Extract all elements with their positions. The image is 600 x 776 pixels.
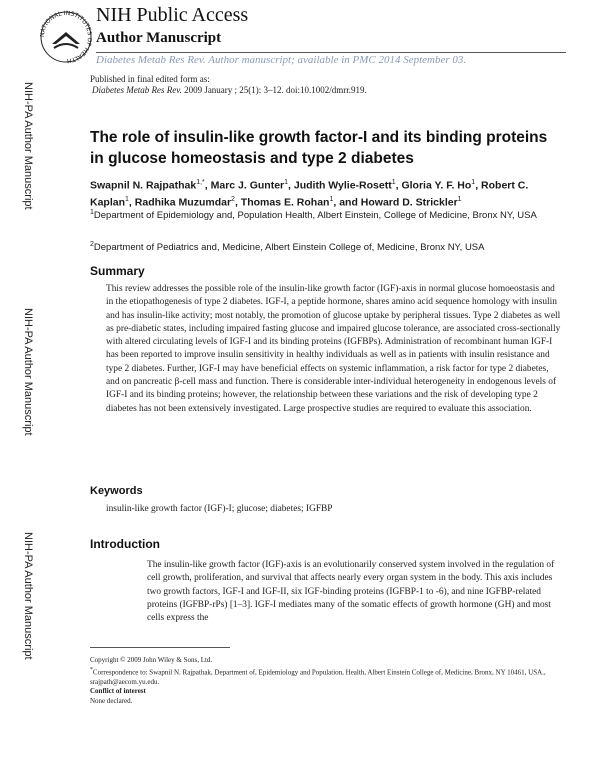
author-affiliation-mark: 1 [457,195,462,203]
introduction-text: The insulin-like growth factor (IGF)-axis is an evolutionarily conserved system involved in the regulation of cell growth, proliferation, and survival that affects nearly every organ system in the body. This axis includes two growth factors, IGF-I and IGF-II, six IGF-binding proteins (IGFBP-1 to -6), and nine IGFBP-related proteins (IGFBP-rPs) [1–3]. IGF-I mediates many of the somatic effects of growth hormone (GH) and most cells express the [147,560,555,624]
citation-details: 2009 January ; 25(1): 3–12. doi:10.1002/dmrr.919. [181,85,367,95]
author-separator: , [204,179,211,192]
author-affiliation-mark: 1 [284,179,289,186]
nih-public-access-title: NIH Public Access [96,4,249,26]
correspondence-note: *Correspondence to: Swapnil N. Rajpathak, Department of, Epidemiology and Population, Health, Albert Einstein College of, Medicine, Bronx, NY 10461, USA., srajpath@aecom.yu.edu. [90,667,546,686]
side-label-2: NIH-PA Author Manuscript [22,308,34,436]
side-label-1: NIH-PA Author Manuscript [22,82,34,210]
author-name: Swapnil N. Rajpathak [90,179,197,192]
author-name: Robert C. Kaplan [90,179,529,208]
author-manuscript-subtitle: Author Manuscript [96,30,222,46]
citation-journal: Diabetes Metab Res Rev. [92,85,182,95]
author-affiliation-mark: 1 [391,179,396,186]
header-rule [96,52,566,53]
side-label-3: NIH-PA Author Manuscript [22,532,34,660]
author-affiliation-mark: 1 [471,179,476,186]
keywords-text: insulin-like growth factor (IGF)-I; glucose; diabetes; IGFBP [106,504,333,514]
summary-text: This review addresses the possible role of the insulin-like growth factor (IGF)-axis in normal glucose homoeostasis and in the etiopathogenesis of type 2 diabetes. IGF-I, a peptide hormone, shares amino acid sequence homology with insulin and has insulin-like activity; most notably, the promotion of glucose uptake by peripheral tissues. Type 2 diabetes as well as pre-diabetic states, including impaired fasting glucose and impaired glucose tolerance, are associated cross-sectionally with altered circulating levels of IGF-I and its binding proteins (IGFBPs). Administration of recombinant human IGF-I has been reported to improve insulin sensitivity in healthy individuals as well as in patients with insulin resistance and type 2 diabetes. Further, IGF-I may have beneficial effects on systemic inflammation, a risk factor for type 2 diabetes, and on pancreatic β-cell mass and function. There is considerable inter-individual heterogeneity in endogenous levels of IGF-I and its binding proteins; however, the relationship between these variations and the risk of developing type 2 diabetes has not been extensively investigated. Large prospective studies are required to evaluate this association. [106,284,561,414]
copyright-note: Copyright © 2009 John Wiley & Sons, Ltd. [90,656,213,664]
summary-heading: Summary [90,264,145,278]
nih-logo [40,6,92,68]
author-affiliation-mark: 1,* [196,179,205,186]
footnote-rule [90,647,230,648]
author-affiliation-mark: 1 [125,195,129,203]
author-affiliation-mark: 1 [329,195,334,203]
conflict-heading: Conflict of interest [90,687,146,695]
author-separator: , [395,179,402,192]
author-name: Radhika Muzumdar [134,196,232,208]
author-affiliation-mark: 2 [231,195,235,203]
author-separator: , [128,196,135,208]
author-name: Judith Wylie-Rosett [293,179,392,192]
author-name: Thomas E. Rohan [240,196,330,208]
author-list [90,176,560,209]
author-name: Marc J. Gunter [210,179,285,192]
introduction-heading: Introduction [90,537,160,551]
keywords-heading: Keywords [90,485,143,497]
conflict-text: None declared. [90,697,133,705]
citation [92,85,367,95]
author-separator: , [288,179,294,192]
affiliation-2: $^2$Department of Pediatrics and, Medicine, Albert Einstein College of, Medicine, Bronx NY, USA [90,241,485,254]
journal-availability-line: Diabetes Metab Res Rev. Author manuscript; available in PMC 2014 September 03. [96,54,467,66]
article-title: The role of insulin-like growth factor-I and its binding proteins in glucose homeostasis and type 2 diabetes [90,129,548,167]
author-separator: , [475,179,482,192]
author-name: Howard D. Strickler [360,196,458,208]
author-separator: , and [333,196,361,208]
published-label: Published in final edited form as: [90,74,210,84]
author-name: Gloria Y. F. Ho [401,179,472,192]
author-separator: , [234,196,241,208]
svg-text:NATIONAL INSTITUTES OF HEALTH: ATIONAL INSTITUTE F HEALTH [40,9,92,65]
affiliation-1: $^1$Department of Epidemiology and, Population Health, Albert Einstein, College of Medicine, Bronx NY, USA [90,209,537,222]
